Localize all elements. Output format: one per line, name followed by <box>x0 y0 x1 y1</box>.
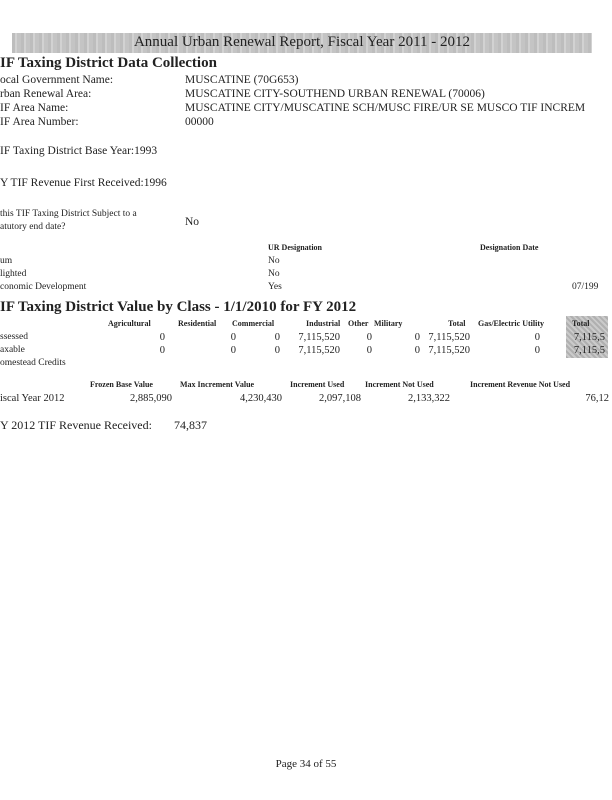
section-heading-data-collection: IF Taxing District Data Collection <box>0 55 217 71</box>
report-title: Annual Urban Renewal Report, Fiscal Year 2011 - 2012 <box>133 34 471 50</box>
revenue-value: 74,837 <box>174 418 207 432</box>
field-value: 00000 <box>185 116 214 128</box>
col-ur-designation: UR Designation <box>268 243 323 252</box>
value-cell: 7,115,520 <box>428 345 470 356</box>
designation-ur: No <box>268 256 280 266</box>
value-cell: 7,115,520 <box>428 332 470 343</box>
field-label: IF Area Name: <box>0 102 69 114</box>
value-row-label: axable <box>0 345 25 355</box>
value-cell: 7,115,5 <box>573 332 605 343</box>
revenue-label: Y 2012 TIF Revenue Received: <box>0 418 152 432</box>
value-cell: 0 <box>534 332 540 343</box>
value-cell: 7,115,5 <box>573 345 605 356</box>
subject-question-line2: atutory end date? <box>0 222 66 232</box>
increment-value: 2,133,322 <box>408 393 450 404</box>
value-cell: 0 <box>366 332 372 343</box>
increment-col-header: Increment Not Used <box>365 380 434 389</box>
value-cell: 0 <box>230 345 236 356</box>
increment-col-header: Increment Used <box>290 380 345 389</box>
report-title-banner <box>12 33 592 53</box>
field-label: IF Area Number: <box>0 116 79 128</box>
increment-value: 2,097,108 <box>319 393 361 404</box>
value-cell: 0 <box>274 332 280 343</box>
page-number: Page 34 of 55 <box>275 758 337 770</box>
col-designation-date: Designation Date <box>480 243 539 252</box>
base-year: IF Taxing District Base Year:1993 <box>0 145 158 157</box>
value-col-header: Residential <box>178 319 217 328</box>
designation-ur: No <box>268 269 280 279</box>
designation-label: lighted <box>0 269 27 279</box>
value-col-header: Commercial <box>232 319 275 328</box>
value-cell: 7,115,520 <box>298 345 340 356</box>
value-row-label: ssessed <box>0 332 28 342</box>
field-value: MUSCATINE (70G653) <box>185 74 299 86</box>
field-label: rban Renewal Area: <box>0 88 92 100</box>
first-received: Y TIF Revenue First Received:1996 <box>0 177 167 189</box>
value-col-header: Other <box>348 319 369 328</box>
value-col-header: Total <box>448 319 466 328</box>
value-cell: 0 <box>230 332 236 343</box>
value-col-header: Industrial <box>306 319 341 328</box>
subject-question-line1: this TIF Taxing District Subject to a <box>0 209 137 219</box>
field-label: ocal Government Name: <box>0 74 114 86</box>
value-col-header: Total <box>572 319 590 328</box>
increment-value: 4,230,430 <box>240 393 282 404</box>
increment-row-label: iscal Year 2012 <box>0 393 65 404</box>
increment-col-header: Max Increment Value <box>180 380 255 389</box>
section-heading-value-by-class: IF Taxing District Value by Class - 1/1/2010 for FY 2012 <box>0 299 357 315</box>
value-col-header: Military <box>374 319 403 328</box>
field-value: MUSCATINE CITY-SOUTHEND URBAN RENEWAL (70006) <box>185 88 485 100</box>
value-cell: 0 <box>534 345 540 356</box>
value-cell: 0 <box>274 345 280 356</box>
value-col-header: Gas/Electric Utility <box>478 319 544 328</box>
value-row-label: omestead Credits <box>0 358 66 368</box>
increment-col-header: Frozen Base Value <box>90 380 153 389</box>
subject-answer: No <box>185 216 200 228</box>
value-cell: 0 <box>366 345 372 356</box>
designation-date: 07/199 <box>572 282 599 292</box>
increment-value: 76,12 <box>585 393 609 404</box>
value-cell: 0 <box>414 332 420 343</box>
field-value: MUSCATINE CITY/MUSCATINE SCH/MUSC FIRE/UR SE MUSCO TIF INCREM <box>185 102 586 114</box>
designation-ur: Yes <box>268 282 282 292</box>
increment-value: 2,885,090 <box>130 393 172 404</box>
designation-label: conomic Development <box>0 282 87 292</box>
increment-col-header: Increment Revenue Not Used <box>470 380 571 389</box>
designation-label: um <box>0 256 13 266</box>
value-cell: 0 <box>159 345 165 356</box>
value-cell: 0 <box>159 332 165 343</box>
value-col-header: Agricultural <box>108 319 151 328</box>
value-cell: 7,115,520 <box>298 332 340 343</box>
value-cell: 0 <box>414 345 420 356</box>
